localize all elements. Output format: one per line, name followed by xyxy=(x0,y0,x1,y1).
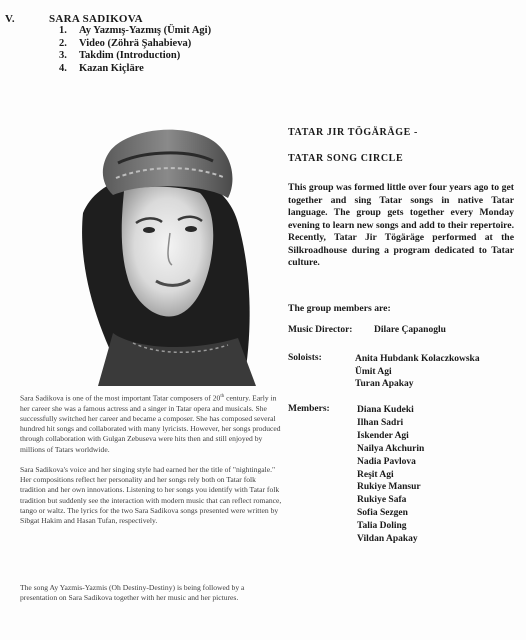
music-director-label: Music Director: xyxy=(288,325,353,335)
member-name: Rukiye Safa xyxy=(357,495,407,506)
song-item xyxy=(59,50,211,63)
member-name: Reşit Agi xyxy=(357,469,394,480)
members-intro: The group members are: xyxy=(288,303,391,314)
soloists-list xyxy=(355,353,480,391)
song-list xyxy=(59,25,211,75)
members-label: Members: xyxy=(288,404,330,414)
song-title: Takdim (Introduction) xyxy=(79,50,181,61)
group-title: TATAR JIR TÖGÄRÄGE - xyxy=(288,127,418,138)
bio-paragraph xyxy=(20,392,282,455)
section-heading xyxy=(5,13,143,25)
member-name: Vildan Apakay xyxy=(357,534,418,545)
song-item xyxy=(59,25,211,38)
portrait-photo xyxy=(38,103,256,386)
member-name: Nailya Akchurin xyxy=(357,443,425,454)
performer-name: SARA SADIKOVA xyxy=(49,13,143,25)
member-name: Iskender Agi xyxy=(357,430,409,441)
bio-superscript: th xyxy=(220,394,225,399)
bio-paragraph: Sara Sadikova's voice and her singing style had earned her the title of "nightingale." Her compositions reflect her personality and her songs rely both on Tatar folk tradition and her own innovations. Listening to her songs you identify with Tatar folk tradition but suddenly see the interaction with modern music that can reflect romance, tango or waltz. The lyrics for the two Sara Sadikova songs presented were written by Sibgat Hakim and Hasan Tufan, respectively. xyxy=(20,465,282,526)
group-subtitle: TATAR SONG CIRCLE xyxy=(288,153,404,164)
song-title: Video (Zöhrä Şahabieva) xyxy=(79,37,192,49)
member-name: Sofia Sezgen xyxy=(357,508,408,519)
song-number: 2. xyxy=(59,37,67,49)
bio-text: century. Early in her career she was a famous actress and a singer in Tatar opera and musicals. She successfully switched her career and became a composer. She has composed several hundred hit songs and collaborated with many lyricists. However, her songs produced through collaboration with Gulgan Zebuseva were hits then and still enjoyed by millions of Tatars worldwide. xyxy=(20,393,281,454)
song-title: Kazan Kiçläre xyxy=(79,62,144,74)
member-name: Talia Doling xyxy=(357,521,407,532)
group-description: This group was formed little over four years ago to get together and sing Tatar songs in native Tatar language. The group gets together every Monday evening to learn new songs and add to their repertoire. Recently, Tatar Jir Tögäräge performed at the Silkroadhouse during a program dedicated to Tatar culture. xyxy=(288,182,514,268)
member-name: Nadia Pavlova xyxy=(357,456,416,467)
song-item xyxy=(59,63,211,76)
soloist-name: Ümit Agi xyxy=(355,366,392,377)
member-name: Rukiye Mansur xyxy=(357,482,421,493)
music-director-name: Dilare Çapanoglu xyxy=(374,325,446,335)
song-item xyxy=(59,38,211,51)
members-list xyxy=(357,404,424,546)
soloist-name: Anita Hubdank Kolaczkowska xyxy=(355,354,480,364)
section-numeral: V. xyxy=(5,13,15,25)
member-name: Ilhan Sadri xyxy=(357,417,404,428)
song-number: 3. xyxy=(59,50,67,61)
bio-text: Sara Sadikova is one of the most important Tatar composers of 20 xyxy=(20,393,221,403)
bio-paragraph: The song Ay Yazmis-Yazmis (Oh Destiny-Destiny) is being followed by a presentation on Sara Sadikova together with her music and her pictures. xyxy=(20,583,245,603)
song-number: 4. xyxy=(59,62,67,74)
soloist-name: Turan Apakay xyxy=(355,379,414,389)
song-number: 1. xyxy=(59,25,67,36)
soloists-label: Soloists: xyxy=(288,353,322,363)
member-name: Diana Kudeki xyxy=(357,405,414,415)
song-title: Ay Yazmış-Yazmış (Ümit Agi) xyxy=(79,25,212,36)
